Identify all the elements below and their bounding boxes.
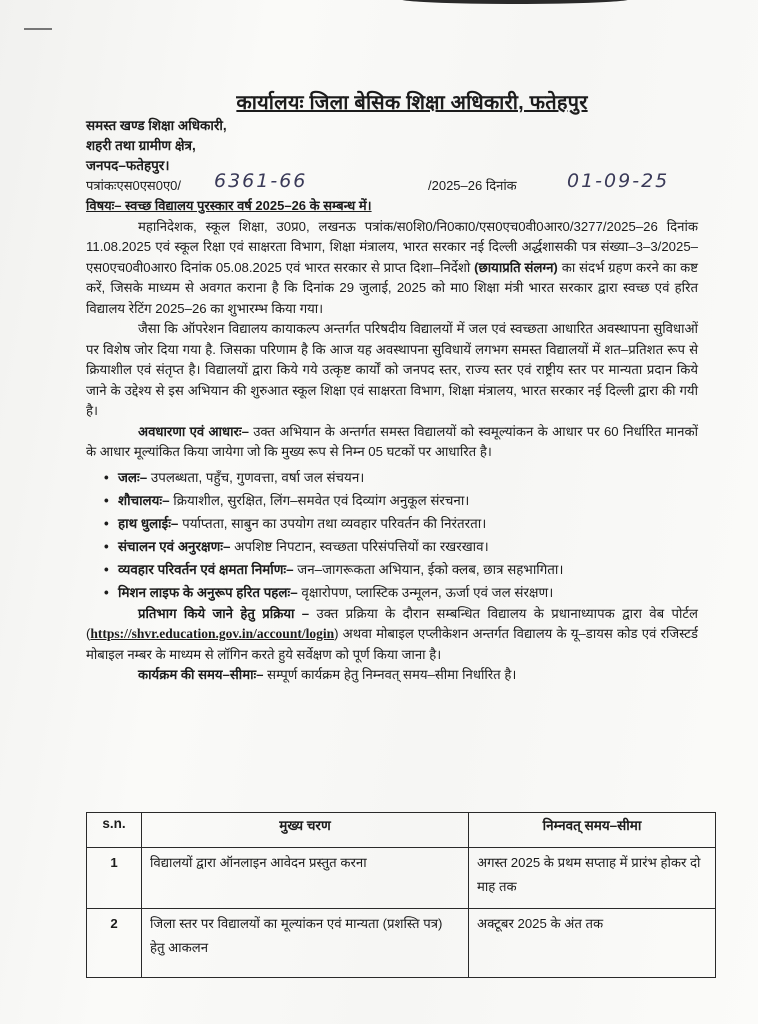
component-text: उपलब्धता, पहुँच, गुणवत्ता, वर्षा जल संचयन।: [147, 469, 365, 485]
column-header-step: मुख्य चरण: [142, 813, 469, 848]
scan-mark: [24, 28, 52, 30]
bullet-icon: •: [104, 469, 109, 485]
section-label: प्रतिभाग किये जाने हेतु प्रक्रिया –: [138, 605, 310, 621]
component-text: पर्याप्तता, साबुन का उपयोग तथा व्यवहार परिवर्तन की निरंतरता।: [178, 515, 487, 531]
addressee-line: समस्त खण्ड शिक्षा अधिकारी,: [86, 118, 227, 133]
addressee-line: शहरी तथा ग्रामीण क्षेत्र,: [86, 138, 196, 153]
bullet-icon: •: [104, 538, 109, 554]
paragraph-timeline: [86, 665, 698, 686]
paragraph-text: महानिदेशक, स्कूल शिक्षा, उ0प्र0, लखनऊ पत्रांक/स0शि0/नि0का0/एस0एच0वी0आर0/3277/2025–26 दिनांक 11.08.2025 एवं स्कूल रिक्षा एवं साक्षरता विभाग, शिक्षा मंत्रालय, भारत सरकार नई दिल्ली अर्द्धशासकी पत्र संख्या–3–3/2025–एस0एच0वी0आर0 दिनांक 05.08.2025 एवं भारत सरकार से प्राप्त दिशा–निर्देशो: [86, 218, 698, 275]
reference-line: [86, 170, 698, 196]
component-text: जन–जागरूकता अभियान, ईको क्लब, छात्र सहभागिता।: [293, 561, 564, 577]
date-handwritten: 01-09-25: [567, 170, 670, 192]
reference-number-handwritten: 6361-66: [214, 170, 308, 192]
bullet-icon: •: [104, 492, 109, 508]
component-label: शौचालयः–: [118, 492, 170, 508]
cell-sn: 1: [87, 848, 142, 909]
portal-link[interactable]: https://shvr.education.gov.in/account/login: [90, 626, 335, 641]
list-item: [104, 581, 698, 604]
paragraph-text: उक्त अभियान के अन्तर्गत समस्त विद्यालयों को स्वमूल्यांकन के आधार पर 60 निर्धारित मानकों के आधार मूल्यांकित किया जायेगा जो कि मुख्य रूप से निम्न 05 घटकों पर आधारित है।: [86, 423, 699, 459]
attachment-note: (छायाप्रति संलग्न): [474, 259, 558, 275]
subject-line: विषयः– स्वच्छ विद्यालय पुरस्कार वर्ष 2025–26 के सम्बन्ध में।: [86, 198, 372, 213]
paragraph-background: जैसा कि ऑपरेशन विद्यालय कायाकल्प अन्तर्गत परिषदीय विद्यालयों में जल एवं स्वच्छता आधारित अवस्थापना सुविधाओं पर विशेष जोर दिया गया है. जिसका परिणाम है कि आज यह अवस्थापना सुविधायें लगभग समस्त विद्यालयों में शत–प्रतिशत रूप से क्रियाशील एवं संतृप्त है। विद्यालयों द्वारा किये गये उत्कृष्ट कार्यों को जनपद स्तर, राज्य स्तर एवं राष्ट्रीय स्तर पर मान्यता प्रदान किये जाने के उद्देश्य से इस अभियान की शुरुआत स्कूल शिक्षा एवं साक्षरता विभाग, शिक्षा मंत्रालय, भारत सरकार नई दिल्ली द्वारा की गयी है।: [86, 321, 698, 418]
paragraph-text: का संदर्भ ग्रहण करने का कष्ट करें, जिसके माध्यम से अवगत कराना है कि दिनांक 29 जुलाई, 2025 को मा0 शिक्षा मंत्री भारत सरकार द्वारा स्वच्छ एवं हरित विद्यालय रेटिंग 2025–26 का शुभारम्भ किया गया।: [86, 259, 698, 316]
cell-step: विद्यालयों द्वारा ऑनलाइन आवेदन प्रस्तुत करना: [142, 848, 469, 909]
table-row: [87, 909, 716, 978]
table-header-row: [87, 813, 716, 848]
component-text: क्रियाशील, सुरक्षित, लिंग–समवेत एवं दिव्यांग अनुकूल संरचना।: [169, 492, 470, 508]
bullet-icon: •: [104, 515, 109, 531]
letter-body: [86, 90, 698, 686]
components-list: [86, 466, 698, 604]
paragraph-concept: [86, 422, 698, 463]
cell-step: जिला स्तर पर विद्यालयों का मूल्यांकन एवं मान्यता (प्रशस्ति पत्र) हेतु आकलन: [142, 909, 469, 978]
component-text: वृक्षारोपण, प्लास्टिक उन्मूलन, ऊर्जा एवं जल संरक्षण।: [297, 584, 554, 600]
component-label: हाथ धुलाईः–: [118, 515, 179, 531]
section-label: कार्यक्रम की समय–सीमाः–: [138, 667, 264, 682]
list-item: [104, 512, 698, 535]
bullet-icon: •: [104, 584, 109, 600]
timeline-table: [86, 812, 716, 978]
list-item: [104, 466, 698, 489]
paragraph-reference: [86, 217, 698, 320]
office-title: कार्यालयः जिला बेसिक शिक्षा अधिकारी, फतेहपुर: [236, 92, 588, 114]
component-label: मिशन लाइफ के अनुरूप हरित पहलः–: [118, 584, 298, 600]
column-header-sn: s.n.: [87, 813, 142, 848]
paragraph-text: ) अथवा मोबाइल एप्लीकेशन अन्तर्गत विद्यालय के यू–डायस कोड एवं रजिस्टर्ड मोबाइल नम्बर के माध्यम से लॉगिन करते हुये सर्वेक्षण को पूर्ण किया जाना है।: [86, 626, 698, 662]
cell-deadline: अक्टूबर 2025 के अंत तक: [469, 909, 716, 978]
bullet-icon: •: [104, 561, 109, 577]
reference-year-label: /2025–26 दिनांक: [428, 178, 517, 193]
addressee-block: [86, 116, 698, 176]
list-item: [104, 558, 698, 581]
paragraph-text: उक्त प्रक्रिया के दौरान सम्बन्धित विद्यालय के प्रधानाध्यापक द्वारा वेब पोर्टल (: [86, 605, 698, 641]
component-label: संचालन एवं अनुरक्षणः–: [118, 538, 231, 554]
paragraph-text: सम्पूर्ण कार्यक्रम हेतु निम्नवत् समय–सीमा निर्धारित है।: [263, 667, 517, 682]
section-label: अवधारणा एवं आधारः–: [138, 423, 249, 439]
column-header-deadline: निम्नवत् समय–सीमा: [469, 813, 716, 848]
component-text: अपशिष्ट निपटान, स्वच्छता परिसंपत्तियों का रखरखाव।: [230, 538, 489, 554]
paragraph-process: [86, 604, 698, 666]
component-label: जलः–: [118, 469, 148, 485]
component-label: व्यवहार परिवर्तन एवं क्षमता निर्माणः–: [118, 561, 294, 577]
list-item: [104, 489, 698, 512]
cell-deadline: अगस्त 2025 के प्रथम सप्ताह में प्रारंभ होकर दो माह तक: [469, 848, 716, 909]
cell-sn: 2: [87, 909, 142, 978]
reference-prefix: पत्रांकःएस0एस0ए0/: [86, 178, 181, 193]
addressee-line: जनपद–फतेहपुर।: [86, 158, 170, 173]
table-row: [87, 848, 716, 909]
scan-smudge: [400, 0, 630, 4]
list-item: [104, 535, 698, 558]
